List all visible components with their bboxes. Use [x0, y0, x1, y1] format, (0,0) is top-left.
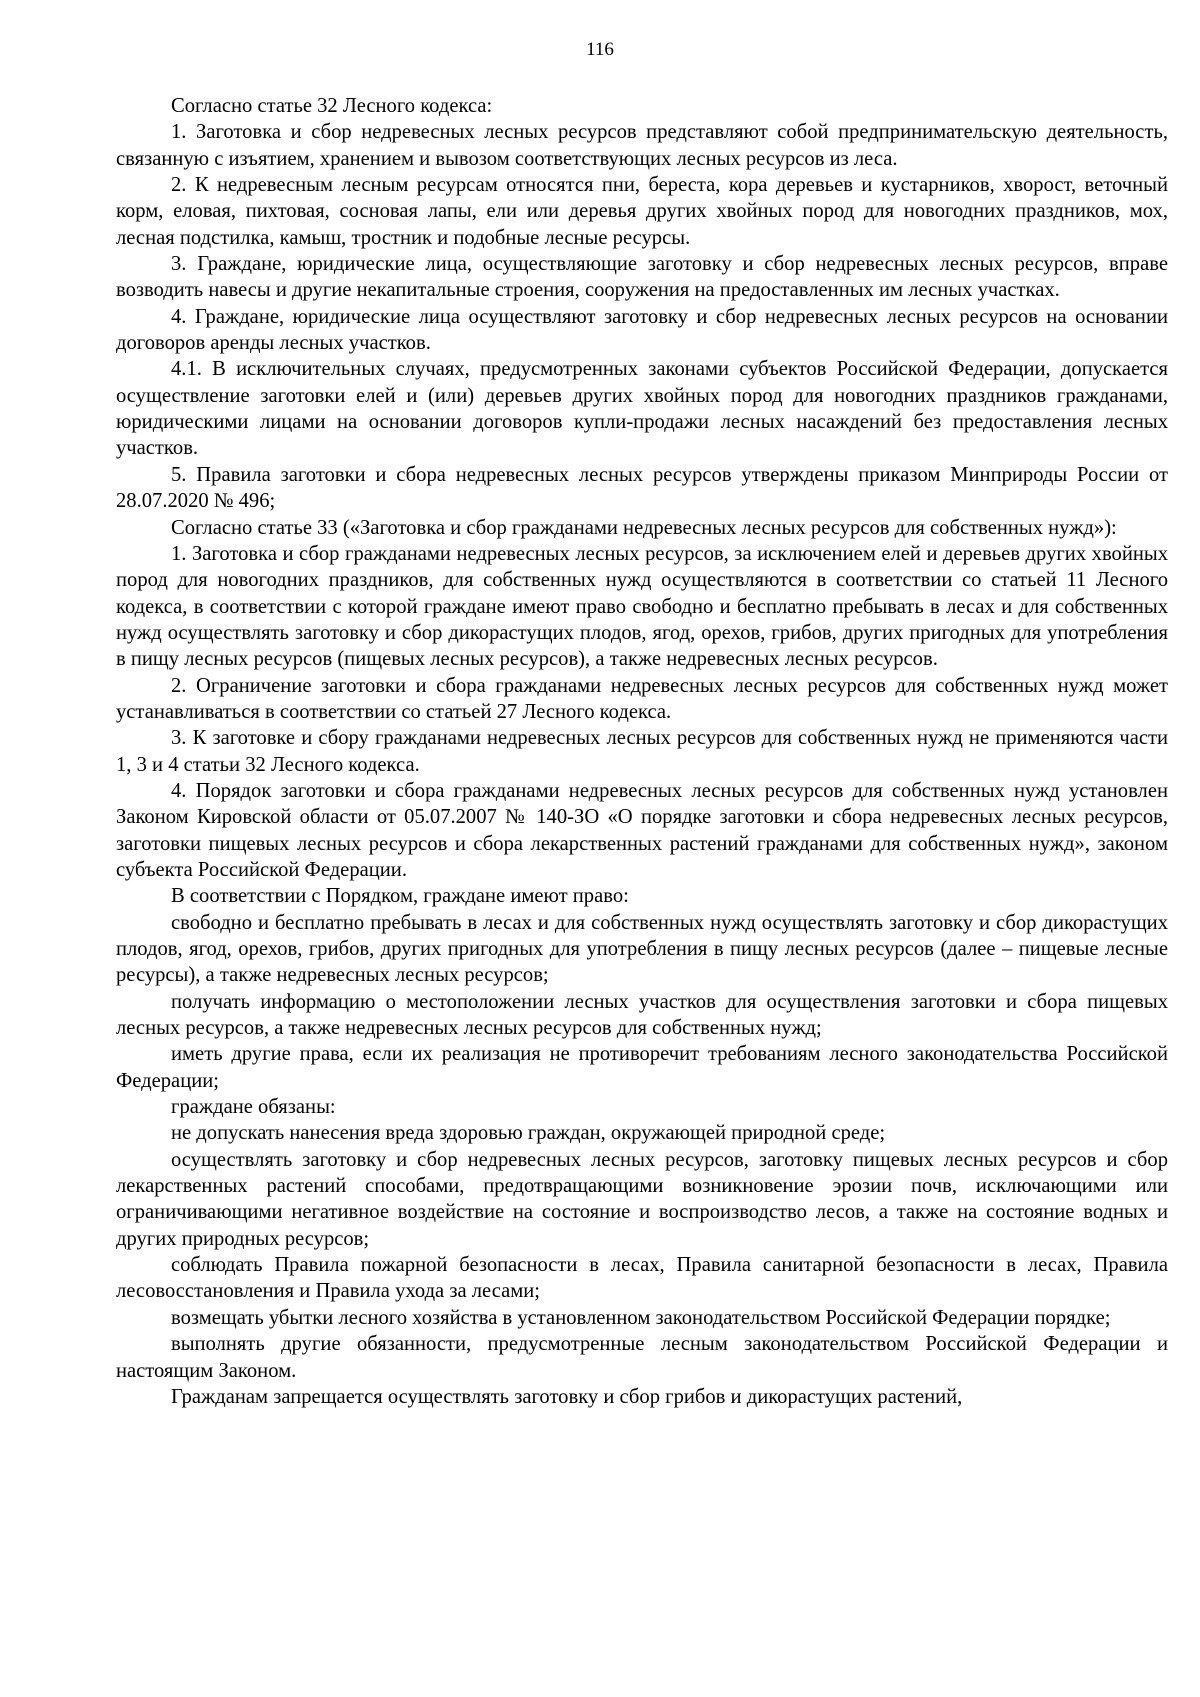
- paragraph: 3. К заготовке и сбору гражданами недревесных лесных ресурсов для собственных нужд не применяются части 1, 3 и 4 статьи 32 Лесного кодекса.: [116, 727, 1168, 776]
- paragraph: 4. Граждане, юридические лица осуществляют заготовку и сбор недревесных лесных ресурсов на основании договоров аренды лесных участков.: [116, 305, 1168, 355]
- paragraph: Гражданам запрещается осуществлять заготовку и сбор грибов и дикорастущих растений,: [171, 1385, 963, 1408]
- paragraph: В соответствии с Порядком, граждане имеют право:: [171, 885, 629, 908]
- paragraph: соблюдать Правила пожарной безопасности в лесах, Правила санитарной безопасности в лесах, Правила лесовосстановления и Правила ухода за лесами;: [116, 1254, 1168, 1303]
- paragraph: возмещать убытки лесного хозяйства в установленном законодательством Российской Федерации порядке;: [171, 1306, 1111, 1329]
- paragraph: 2. Ограничение заготовки и сбора гражданами недревесных лесных ресурсов для собственных нужд может устанавливаться в соответствии со статьей 27 Лесного кодекса.: [116, 674, 1168, 723]
- paragraph: 2. К недревесным лесным ресурсам относятся пни, береста, кора деревьев и кустарников, хворост, веточный корм, еловая, пихтовая, сосновая лапы, ели или деревья других хвойных пород для новогодних праздников, мох, лесная подстилка, камыш, тростник и подобные лесные ресурсы.: [116, 174, 1168, 249]
- paragraph: Согласно статье 33 («Заготовка и сбор гражданами недревесных лесных ресурсов для собственных нужд»):: [171, 516, 1117, 539]
- paragraph: Согласно статье 32 Лесного кодекса:: [171, 95, 493, 117]
- paragraph: 4.1. В исключительных случаях, предусмотренных законами субъектов Российской Федерации, допускается осуществление заготовки елей и (или) деревьев других хвойных пород для новогодних праздников гражданами, юридическими лицами на основании договоров купли-продажи лесных насаждений без предоставления лесных участков.: [116, 358, 1168, 460]
- paragraph: свободно и бесплатно пребывать в лесах и для собственных нужд осуществлять заготовку и сбор дикорастущих плодов, ягод, орехов, грибов, других пригодных для употребления в пищу лесных ресурсов (далее – пищевые лесные ресурсы), а также недревесных лесных ресурсов;: [116, 911, 1168, 987]
- paragraph: 1. Заготовка и сбор недревесных лесных ресурсов представляют собой предпринимательскую деятельность, связанную с изъятием, хранением и вывозом соответствующих лесных ресурсов из леса.: [116, 121, 1168, 170]
- page-number: 116: [586, 39, 614, 60]
- paragraph: 4. Порядок заготовки и сбора гражданами недревесных лесных ресурсов для собственных нужд установлен Законом Кировской области от 05.07.2007 № 140-ЗО «О порядке заготовки и сбора недревесных лесных ресурсов, заготовки пищевых лесных ресурсов и сбора лекарственных растений гражданами для собственных нужд», законом субъекта Российской Федерации.: [116, 779, 1168, 881]
- paragraph: 1. Заготовка и сбор гражданами недревесных лесных ресурсов, за исключением елей и деревьев других хвойных пород для новогодних праздников, для собственных нужд осуществляются в соответствии со статьей 11 Лесного кодекса, в соответствии с которой граждане имеют право свободно и бесплатно пребывать в лесах и для собственных нужд осуществлять заготовку и сбор дикорастущих плодов, ягод, орехов, грибов, других пригодных для употребления в пищу лесных ресурсов (пищевых лесных ресурсов), а также недревесных лесных ресурсов.: [116, 542, 1168, 671]
- paragraph: осуществлять заготовку и сбор недревесных лесных ресурсов, заготовку пищевых лесных ресурсов и сбор лекарственных растений способами, предотвращающими возникновение эрозии почв, исключающими или ограничивающими негативное воздействие на состояние и воспроизводство лесов, а также на состояние водных и других природных ресурсов;: [116, 1148, 1168, 1250]
- paragraph: 5. Правила заготовки и сбора недревесных лесных ресурсов утверждены приказом Минприроды России от 28.07.2020 № 496;: [116, 463, 1168, 513]
- paragraph: граждане обязаны:: [171, 1096, 336, 1119]
- paragraph: выполнять другие обязанности, предусмотренные лесным законодательством Российской Федерации и настоящим Законом.: [116, 1333, 1168, 1382]
- paragraph: иметь другие права, если их реализация не противоречит требованиям лесного законодательства Российской Федерации;: [116, 1043, 1168, 1092]
- paragraph: получать информацию о местоположении лесных участков для осуществления заготовки и сбора пищевых лесных ресурсов, а также недревесных лесных ресурсов для собственных нужд;: [116, 990, 1168, 1040]
- paragraph: не допускать нанесения вреда здоровью граждан, окружающей природной среде;: [171, 1122, 886, 1145]
- document-body: [116, 93, 1168, 1410]
- paragraph: 3. Граждане, юридические лица, осуществляющие заготовку и сбор недревесных лесных ресурсов, вправе возводить навесы и другие некапитальные строения, сооружения на предоставленных им лесных участках.: [116, 253, 1168, 302]
